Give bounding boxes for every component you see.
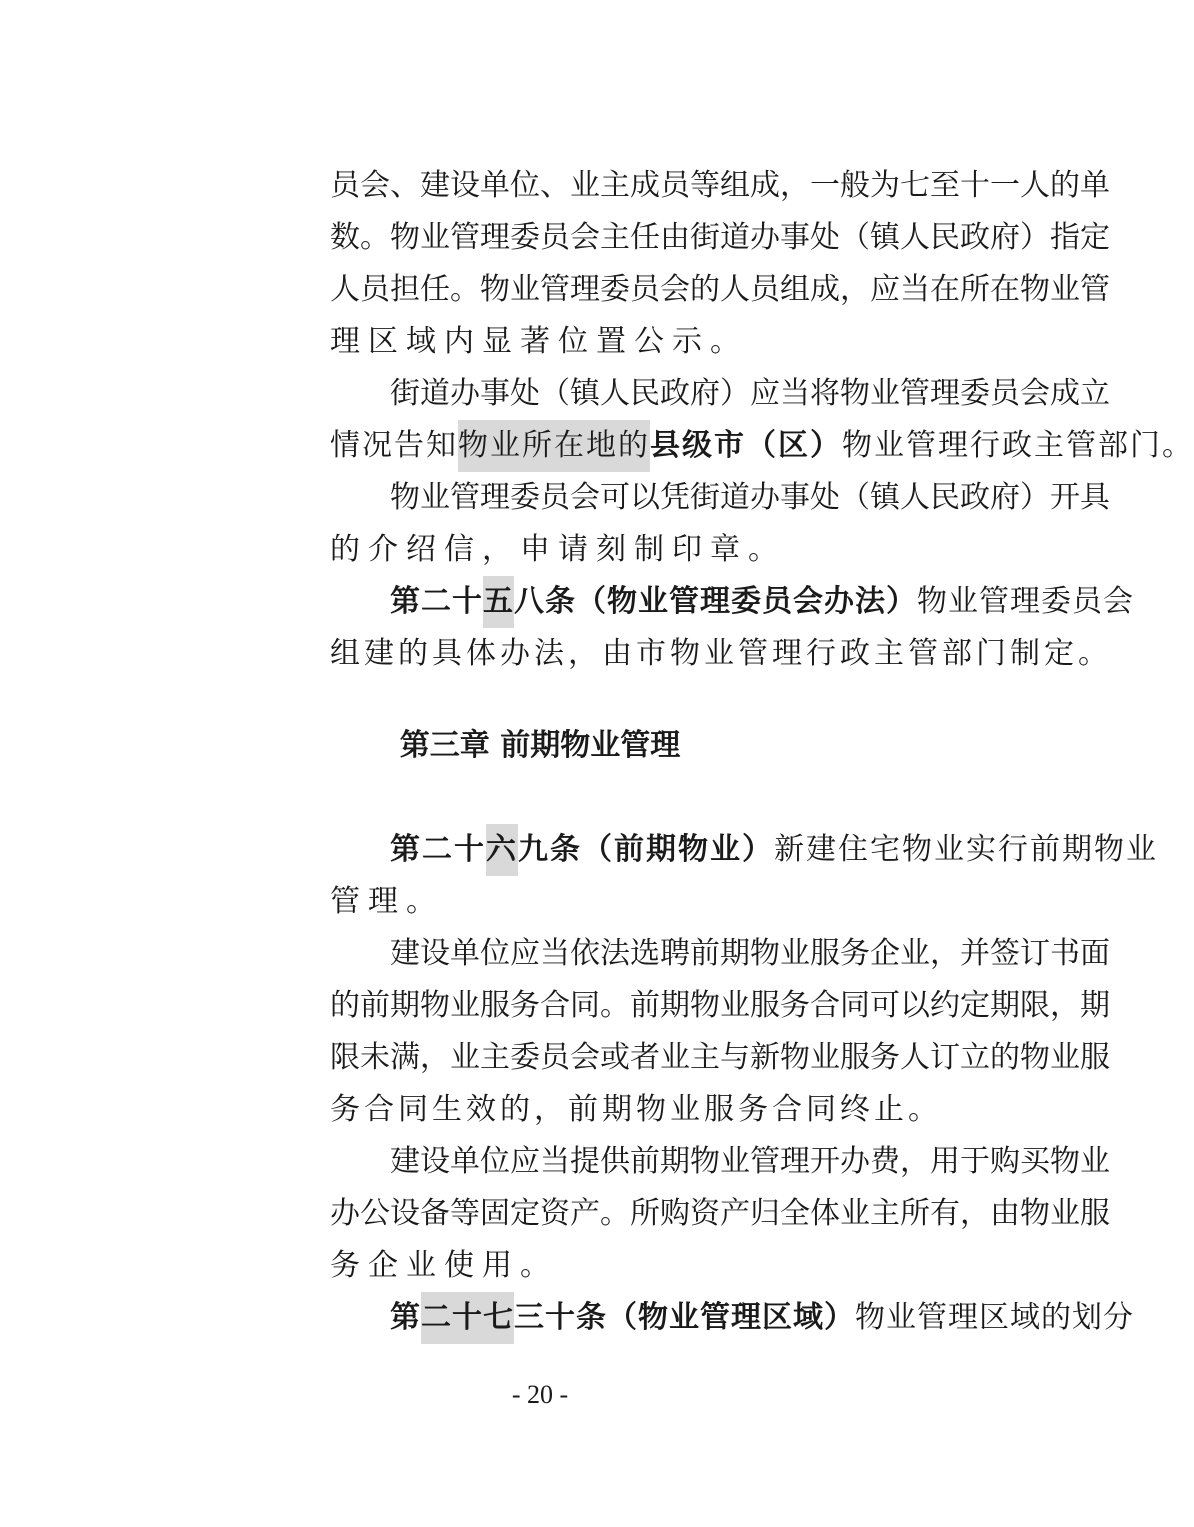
- article-title: 三十条（物业管理区域）: [514, 1300, 855, 1335]
- text-line: 的介绍信，申请刻制印章。: [330, 532, 786, 567]
- text-line: 物 业 管 理 委 员 会 可 以 凭 街 道 办 事 处 （ 镇 人 民 政 府 ） 开 具: [390, 480, 1110, 515]
- text-line: 人 员 担 任 。 物 业 管 理 委 员 会 的 人 员 组 成 ， 应 当 在 所 在 物 业 管: [330, 272, 1110, 307]
- chapter-heading: 第三章 前期物业管理: [399, 728, 681, 763]
- text-line: 组建的具体办法，由市物业管理行政主管部门制定。: [330, 636, 1112, 671]
- text-line: 的 前 期 物 业 服 务 合 同 。 前 期 物 业 服 务 合 同 可 以 约 定 期 限 ， 期: [330, 988, 1110, 1023]
- highlighted-text: 物业所在地的: [458, 420, 650, 472]
- article-29-heading-line: [330, 824, 1158, 876]
- page-number: - 20 -: [511, 1380, 569, 1409]
- article-title: 八条（物业管理委员会办法）: [514, 584, 917, 619]
- text-line: 建 设 单 位 应 当 提 供 前 期 物 业 管 理 开 办 费 ， 用 于 购 买 物 业: [390, 1144, 1110, 1179]
- text-segment: 情况告知: [330, 428, 458, 463]
- deleted-text: 六: [486, 824, 518, 876]
- text-line: 限 未 满 ， 业 主 委 员 会 或 者 业 主 与 新 物 业 服 务 人 订 立 的 物 业 服: [330, 1040, 1110, 1075]
- article-number: 第二十: [390, 832, 486, 867]
- article-number: 第二十: [390, 584, 483, 619]
- deleted-text: 五: [483, 576, 514, 628]
- text-line: 员 会 、 建 设 单 位 、 业 主 成 员 等 组 成 ， 一 般 为 七 至 十 一 人 的 单: [330, 168, 1110, 203]
- text-segment: 物业管理区域的划分: [855, 1300, 1134, 1335]
- text-line: 数 。 物 业 管 理 委 员 会 主 任 由 街 道 办 事 处 （ 镇 人 民 政 府 ） 指 定: [330, 220, 1110, 255]
- text-line: 务合同生效的，前期物业服务合同终止。: [330, 1092, 942, 1127]
- article-30-heading-line: [330, 1292, 1134, 1344]
- deleted-text: 二十七: [421, 1292, 514, 1344]
- bold-text: 县级市（区）: [650, 428, 842, 463]
- text-line-with-highlight: [330, 420, 1194, 472]
- text-segment: 新建住宅物业实行前期物业: [774, 832, 1158, 867]
- article-number: 第: [390, 1300, 421, 1335]
- text-line: 街 道 办 事 处 （ 镇 人 民 政 府 ） 应 当 将 物 业 管 理 委 员 会 成 立: [390, 376, 1110, 411]
- text-line: 办 公 设 备 等 固 定 资 产 。 所 购 资 产 归 全 体 业 主 所 有 ， 由 物 业 服: [330, 1196, 1110, 1231]
- text-line: 管理。: [330, 884, 444, 919]
- text-line: 理区域内显著位置公示。: [330, 324, 748, 359]
- article-title: 九条（前期物业）: [518, 832, 774, 867]
- text-segment: 物业管理行政主管部门。: [842, 428, 1194, 463]
- text-line: 建 设 单 位 应 当 依 法 选 聘 前 期 物 业 服 务 企 业 ， 并 签 订 书 面: [390, 936, 1110, 971]
- article-28-heading-line: [330, 576, 1134, 628]
- text-segment: 物业管理委员会: [917, 584, 1134, 619]
- text-line: 务企业使用。: [330, 1248, 558, 1283]
